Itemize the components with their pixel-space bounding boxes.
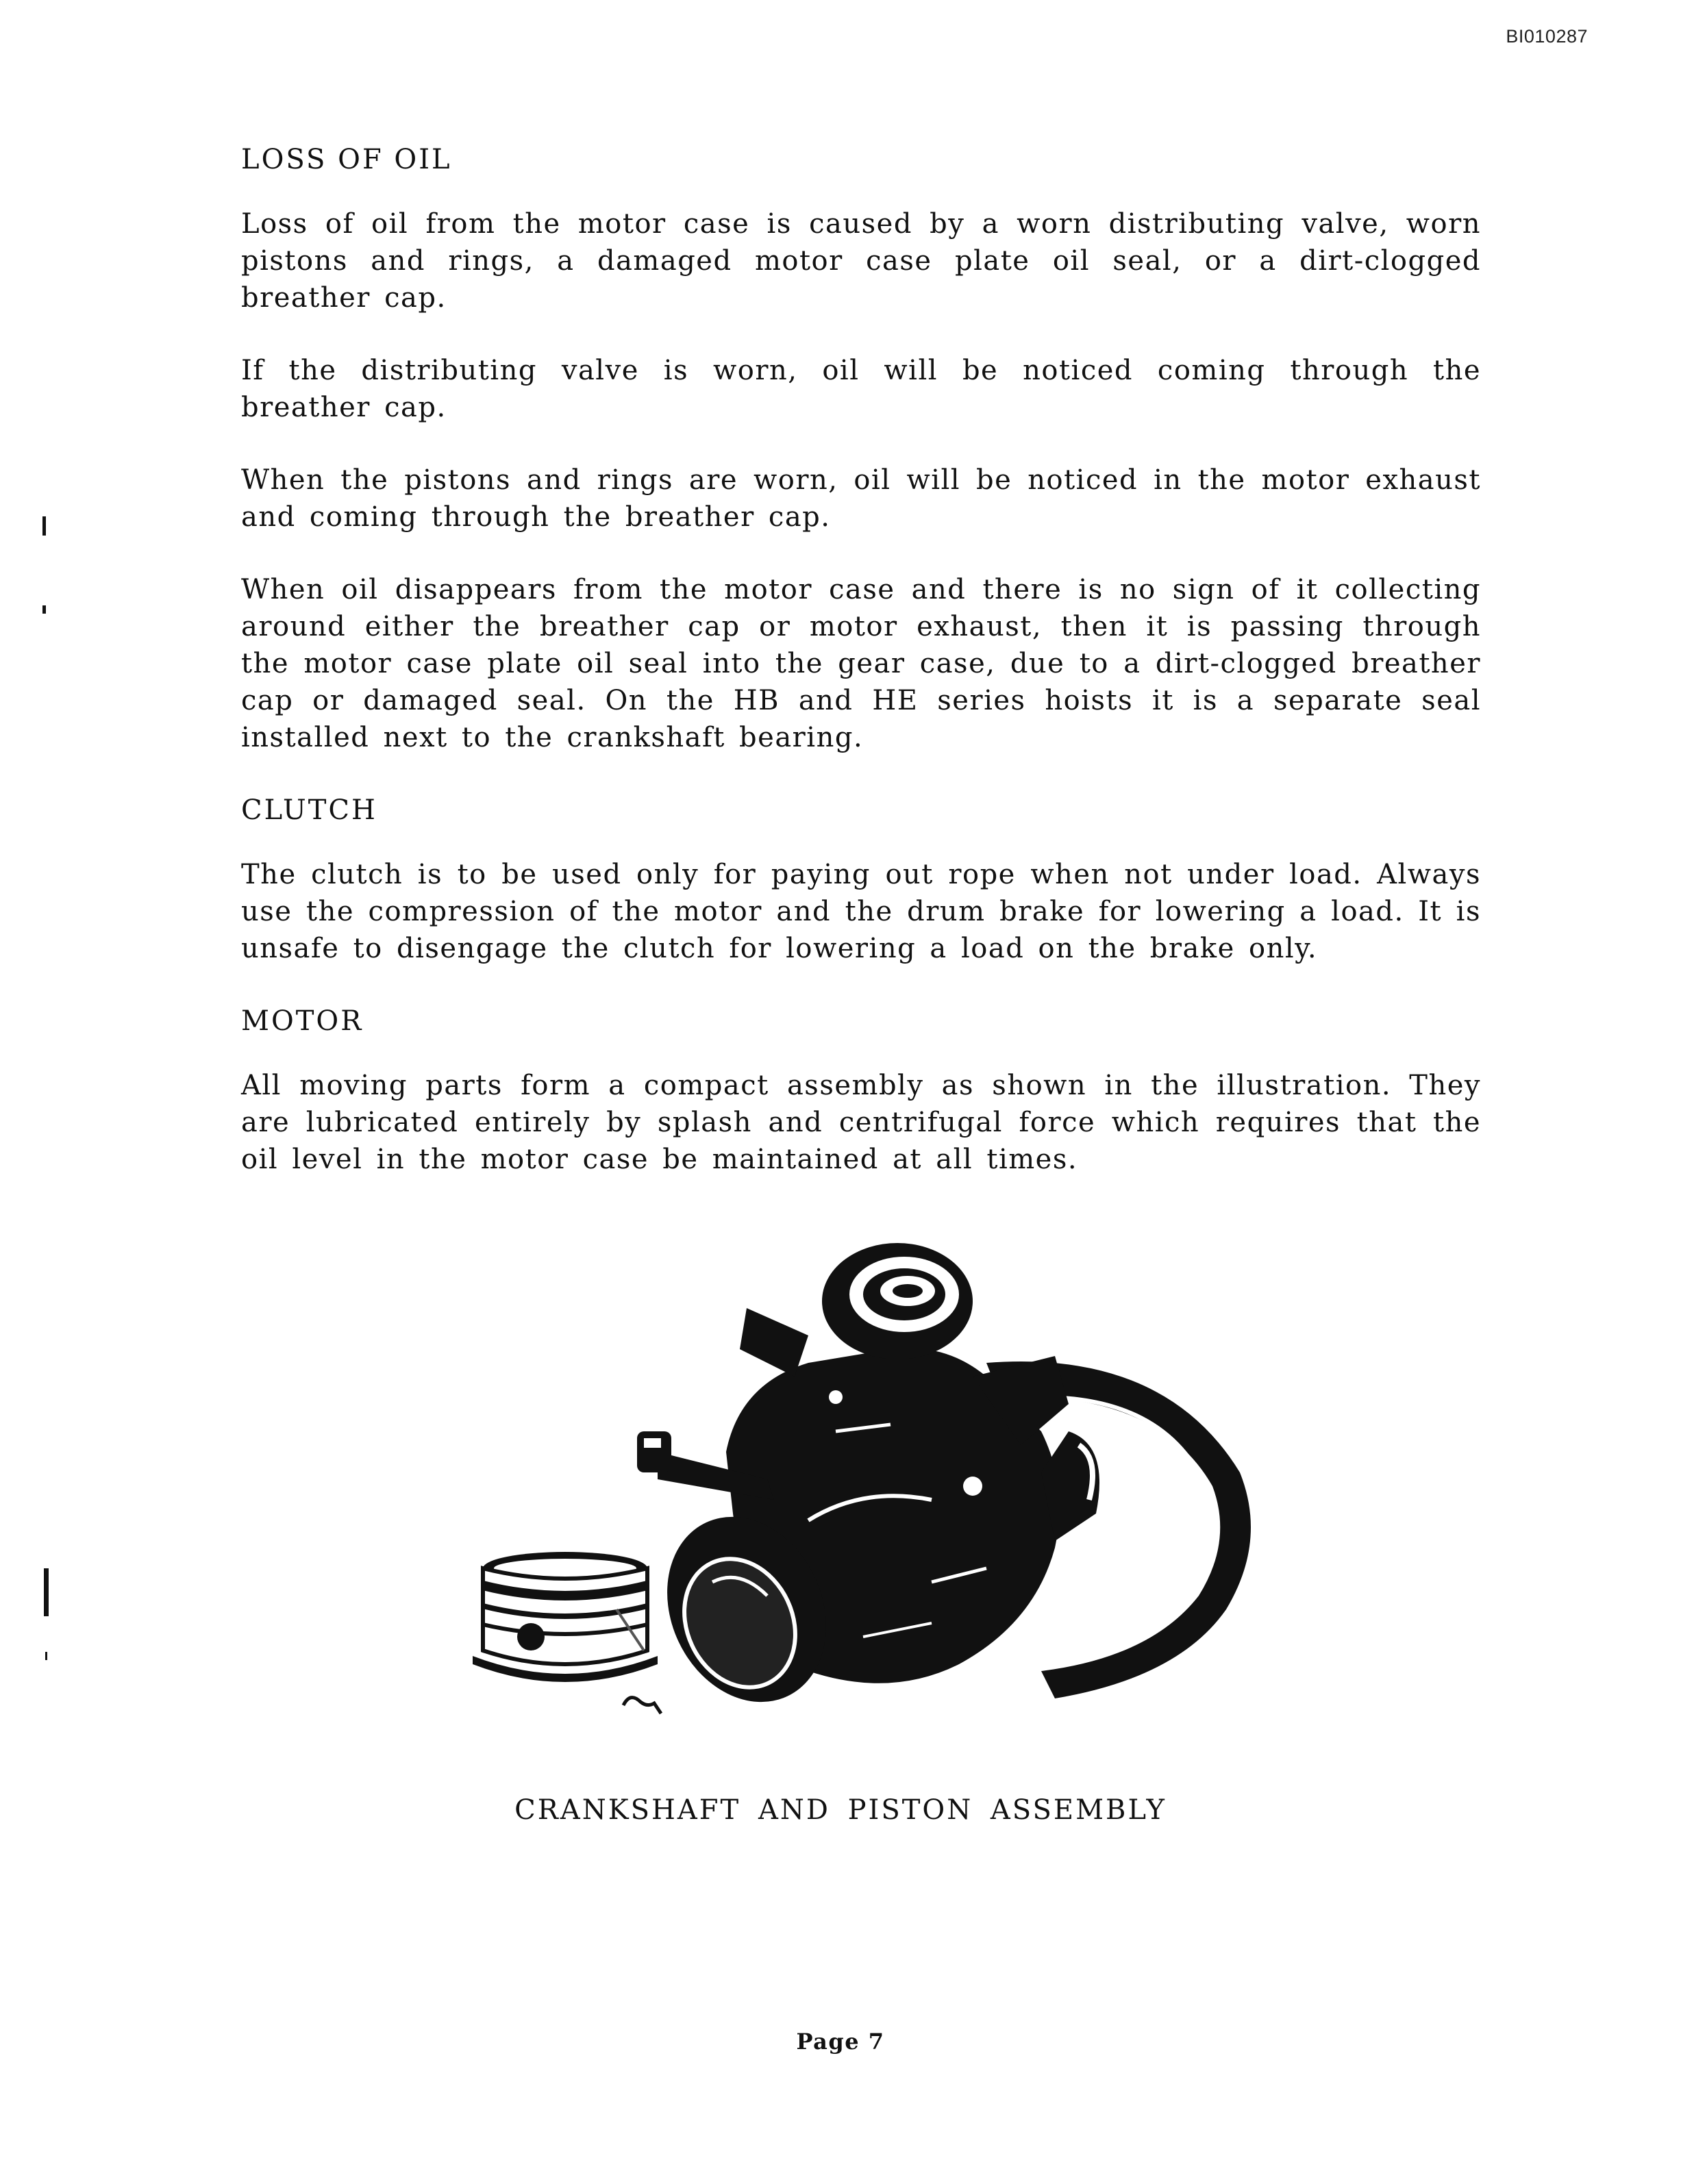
paragraph: All moving parts form a compact assembly as shown in the illustration. They are lubricated entirely by splash and centrifugal force which requires that the oil level in the motor case be maintained at all times. — [241, 1070, 1481, 1175]
section-loss-of-oil — [241, 141, 1481, 756]
margin-mark — [45, 1652, 47, 1660]
paragraph: If the distributing valve is worn, oil will be noticed coming through the breather cap. — [241, 355, 1481, 423]
document-body — [241, 141, 1481, 1178]
section-heading: MOTOR — [241, 1005, 364, 1037]
margin-mark — [42, 605, 46, 614]
paragraph: When oil disappears from the motor case and there is no sign of it collecting around either the breather cap or motor exhaust, then it is passing through the motor case plate oil seal into the gear case, due to a dirt-clogged breather cap or damaged seal. On the HB and HE series hoists it is a separate seal installed next to the crankshaft bearing. — [241, 574, 1481, 753]
crankshaft-piston-illustration — [452, 1226, 1302, 1774]
page-number: Page 7 — [796, 2029, 885, 2055]
paragraph: The clutch is to be used only for paying out rope when not under load. Always use the compression of the motor and the drum brake for lowering a load. It is unsafe to disengage the clutch for lowering a load on the brake only. — [241, 859, 1481, 964]
section-clutch — [241, 792, 1481, 967]
figure-caption: CRANKSHAFT AND PISTON ASSEMBLY — [514, 1794, 1167, 1826]
margin-mark — [44, 1568, 49, 1616]
document-id: BI010287 — [1506, 26, 1588, 47]
margin-mark — [42, 516, 46, 536]
section-heading: CLUTCH — [241, 794, 377, 826]
paragraph: When the pistons and rings are worn, oil will be noticed in the motor exhaust and coming through the breather cap. — [241, 464, 1481, 533]
section-motor — [241, 1003, 1481, 1178]
section-heading: LOSS OF OIL — [241, 144, 452, 175]
crankshaft-drawing — [637, 1243, 1251, 1728]
paragraph: Loss of oil from the motor case is caused by a worn distributing valve, worn pistons and rings, a damaged motor case plate oil seal, or a dirt-clogged breather cap. — [241, 208, 1481, 314]
piston-drawing — [473, 1552, 661, 1714]
